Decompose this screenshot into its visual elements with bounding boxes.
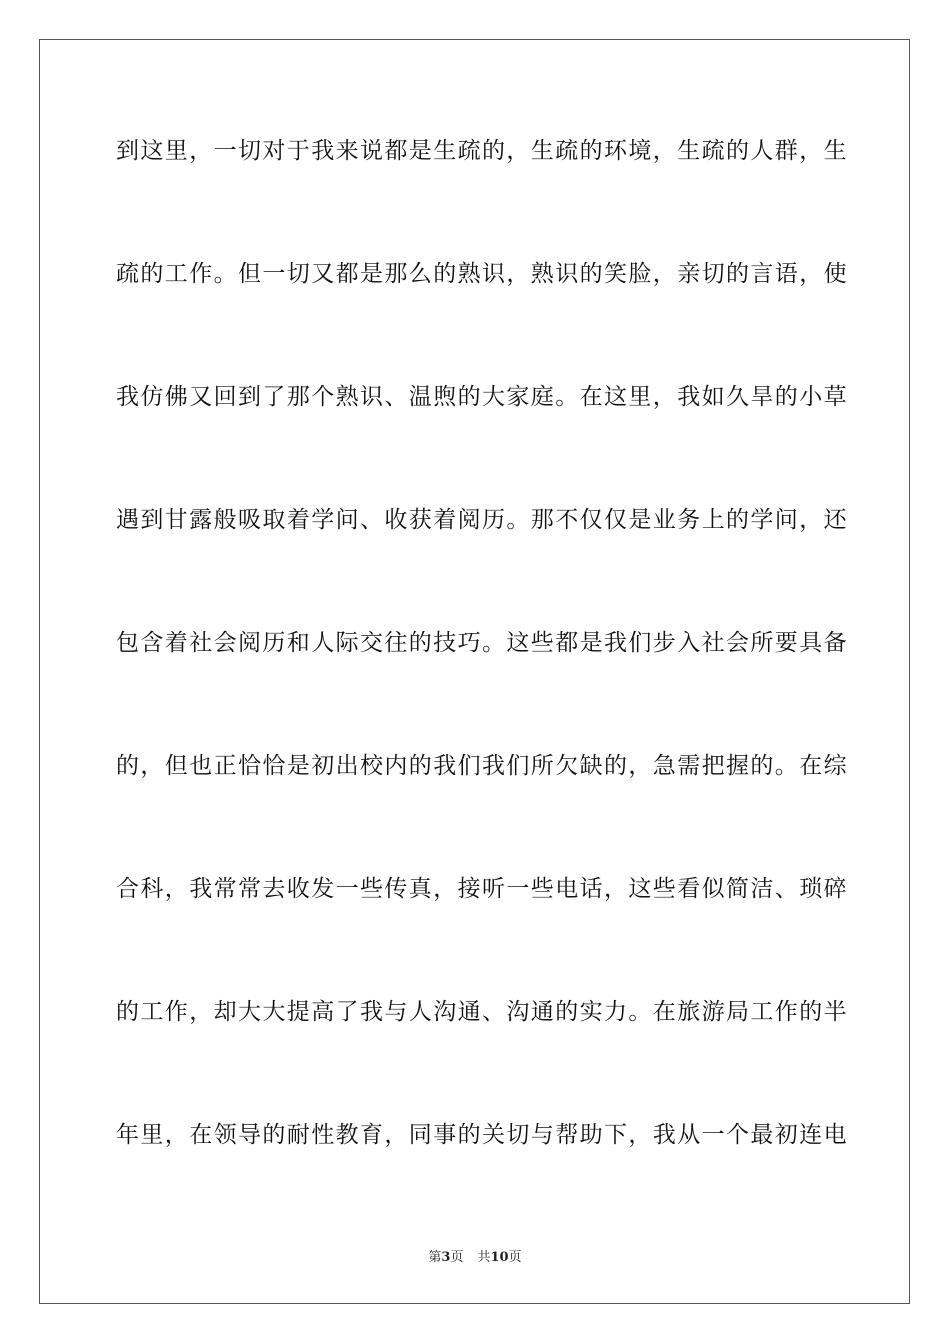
total-pages: 10 bbox=[490, 1250, 509, 1265]
text-line: 遇到甘露般吸取着学问、收获着阅历。那不仅仅是业务上的学问，还 bbox=[116, 507, 848, 533]
total-suffix: 页 bbox=[508, 1250, 522, 1265]
page-number: 3 bbox=[441, 1250, 451, 1265]
text-line: 的工作，却大大提高了我与人沟通、沟通的实力。在旅游局工作的半 bbox=[116, 999, 848, 1025]
total-prefix: 共 bbox=[477, 1250, 491, 1265]
text-line: 年里，在领导的耐性教育，同事的关切与帮助下，我从一个最初连电 bbox=[116, 1122, 848, 1148]
page-footer bbox=[0, 1246, 950, 1265]
page-suffix: 页 bbox=[450, 1250, 464, 1265]
text-line: 我仿佛又回到了那个熟识、温煦的大家庭。在这里，我如久旱的小草 bbox=[116, 384, 848, 410]
text-line: 合科，我常常去收发一些传真，接听一些电话，这些看似简洁、琐碎 bbox=[116, 876, 848, 902]
text-line: 疏的工作。但一切又都是那么的熟识，熟识的笑脸，亲切的言语，使 bbox=[116, 261, 848, 287]
page-prefix: 第 bbox=[428, 1250, 442, 1265]
text-line: 的，但也正恰恰是初出校内的我们我们所欠缺的，急需把握的。在综 bbox=[116, 753, 848, 779]
text-line: 包含着社会阅历和人际交往的技巧。这些都是我们步入社会所要具备 bbox=[116, 630, 848, 656]
text-line: 到这里，一切对于我来说都是生疏的，生疏的环境，生疏的人群，生 bbox=[116, 138, 848, 164]
document-body bbox=[116, 126, 848, 1233]
